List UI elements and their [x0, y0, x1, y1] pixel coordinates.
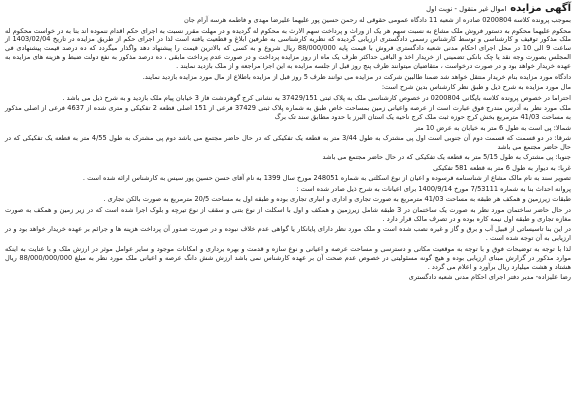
- paragraph-deed: تصویر سند به نام مالک مشاع از شناسنامه فرسوده و اعیان از نوع اسکلتی به شماره 248051 مورخ سال 1399 به نام آقای حسن حسین پور سیس به کارشناس ارائه شده است .: [82, 174, 571, 183]
- notice-title: آگهی مزایده: [510, 3, 571, 14]
- notice-headline: [5, 3, 571, 15]
- paragraph-floors: طبقات زیرزمین و همکف هر طبقه به مساحت 41/03 مترمربع به صورت تجاری و اداری و انباری تجاری بوده و طبقه اول به مساحت 20/5 مترمربع به صورت بالکن تجاری .: [103, 195, 571, 204]
- paragraph-auction-terms: محکوم علیهما محکوم به دستور فروش ملک مشاع به نسبت سهم هر یک از وراث و پرداخت سهم الارث به محکوم له گردیده و در مهلت مقرر نسبت به اجرای حکم اقدام ننموده اند بنا به در خواست محکوم له ملک مذکور توقیف و کارشناسی و توسط کارشناس رسمی دادگستری ارزیابی گردیده که نظریه کارشناسی به طرفین ابلاغ و قطعیت یافته است لذا در اجرای حکم از طریق مزایده در تاریخ 1403/02/04 از ساعت 9 الی 10 در محل اجرای احکام مدنی شعبه دادگستری فروش با قیمت پایه 88/000/000 ریال شروع و به کسی که بالاترین قیمت را پیشنهاد دهد واگذار میگردد که ده درصد قیمت پیشنهادی فی المجلس بصورت وجه نقد یا چک بانکی تضمینی از خریدار اخذ و الباقی حداکثر ظرف یک ماه از روز مزایده پرداخت و در صورت عدم پرداخت مابقی ، ده درصد مذکور به نفع دولت ضبط و هزینه های مزایده به عهده خریدار خواهد بود و در صورت درخواست ، متقاضیان میتوانند ظرف پنج روز قبل از جلسه مزایده به این اجرا مراجعه و از ملک بازدید نمایند .: [5, 26, 571, 71]
- paragraph-case: بموجب پرونده کلاسه 0200804 صادره از شعبه 11 دادگاه عمومی حقوقی له رحمن حسین پور علیهما علیرضا مهدی و فاطمه هرسه آرام جان: [184, 16, 571, 24]
- paragraph-permit: پروانه احداث بنا به شماره 7/53111 مورخ 1400/9/14 برای اعیانات به شرح ذیل صادر شده است :: [296, 184, 571, 193]
- boundary-west: غربا: به دیوار به طول 6 متر به قطعه 581 تفکیکی: [432, 163, 571, 172]
- paragraph-signature: رضا علیزاده- مدیر دفتر اجرای احکام مدنی شعبه دادگستری: [408, 273, 571, 282]
- paragraph-property-desc: ملک مورد نظر به آدرس مندرج فوق عبارت است از عرصه واعیانی زمین بمساحت خاص طبق به شماره پلاک ثبتی 37429 فرعی از 151 اصلی قطعه 2 تفکیکی و متری شده از 4637 فرعی از اصلی مذکور به مساحت 41/03 مترمربع بخش کرج حوزه ثبت ملک کرج ناحیه یک استان البرز با حدود مطابق سند تک برگ: [5, 104, 571, 122]
- paragraph-property-intro: مال مورد مزایده به شرح ذیل و طبق نظر کارشناس بدین شرح است:: [381, 83, 571, 92]
- paragraph-building-status: در حال حاضر ساختمان مورد نظر به صورت یک ساختمان در 3 طبقه شامل زیرزمین و همکف و اول با اسکلت از نوع بتنی و سقف از نوع تیرچه و بلوک اجرا شده است که در زیر زمین و همکف به صورت مغازه تجاری و طبقه اول نیمه کاره بوده و در تصرف مالک قرار دارد .: [5, 205, 571, 223]
- paragraph-valuation: لذا با توجه به توضیحات فوق و با توجه به موقعیت مکانی و دسترسی و مساحت عرصه و اعیانی و نوع سازه و قدمت و بهره برداری و امکانات موجود و سایر عوامل موثر در ارزش ملک و با عنایت به اینکه موارد مذکور در گزارش مبنای ارزیابی بوده و هیچ گونه مسئولیتی در خصوص عدم صحت آن بر عهده کارشناس نمی باشد ارزش شش دانگ عرصه و اعیانی ملک مورد نظر به مبلغ 88/000/000/000 ریال هشتاد و هشت میلیارد ریال برآورد و اعلام می گردد .: [5, 244, 571, 271]
- boundary-east: شرقا: در دو قسمت که قسمت دوم آن جنوبی است اول پی مشترک به طول 3/44 متر به قطعه یک تفکیکی که در حال حاضر مجتمع می باشد دوم پی مشترک به طول 4/55 متر به قطعه یک تفکیکی که در حال حاضر مجتمع می باشد: [5, 134, 572, 151]
- boundary-north: شمالا: پی است به طول 6 متر به خیابان به عرض 10 متر: [414, 123, 571, 132]
- paragraph-transfer: دادگاه مورد مزایده بنام خریدار منتقل خواهد شد ضمنا طالبین شرکت در مزایده می توانند ظرف 5 روز قبل از مزایده باطلاع از مال مورد مزایده بازدید نمایند.: [142, 72, 571, 81]
- paragraph-utilities: در این بنا تاسیساتی از قبیل آب و برق و گاز و غیره نصب شده است و ملک مورد نظر دارای پایانکار یا گواهی عدم خلاف نبوده و در صورت صدور آن پرداخت هزینه ها و جرائم بر عهده خریدار خواهد بود و در ارزیابی به آن توجه شده است .: [5, 225, 571, 243]
- notice-subtitle: اموال غیر منقول - نوبت اول: [426, 5, 507, 13]
- paragraph-expert-ref: احتراما در خصوص پرونده کلاسه بایگانی 0200804 در خصوص کارشناسی ملک به پلاک ثبتی 37429/151 به نشانی کرج گوهردشت فاز 3 خیابان پیام ملک بازدید و به شرح ذیل می باشد .: [62, 93, 571, 102]
- boundary-south: جنوبا: پی مشترک به طول 5/15 متر به قطعه یک تفکیکی که در حال حاضر مجتمع می باشد: [322, 153, 571, 162]
